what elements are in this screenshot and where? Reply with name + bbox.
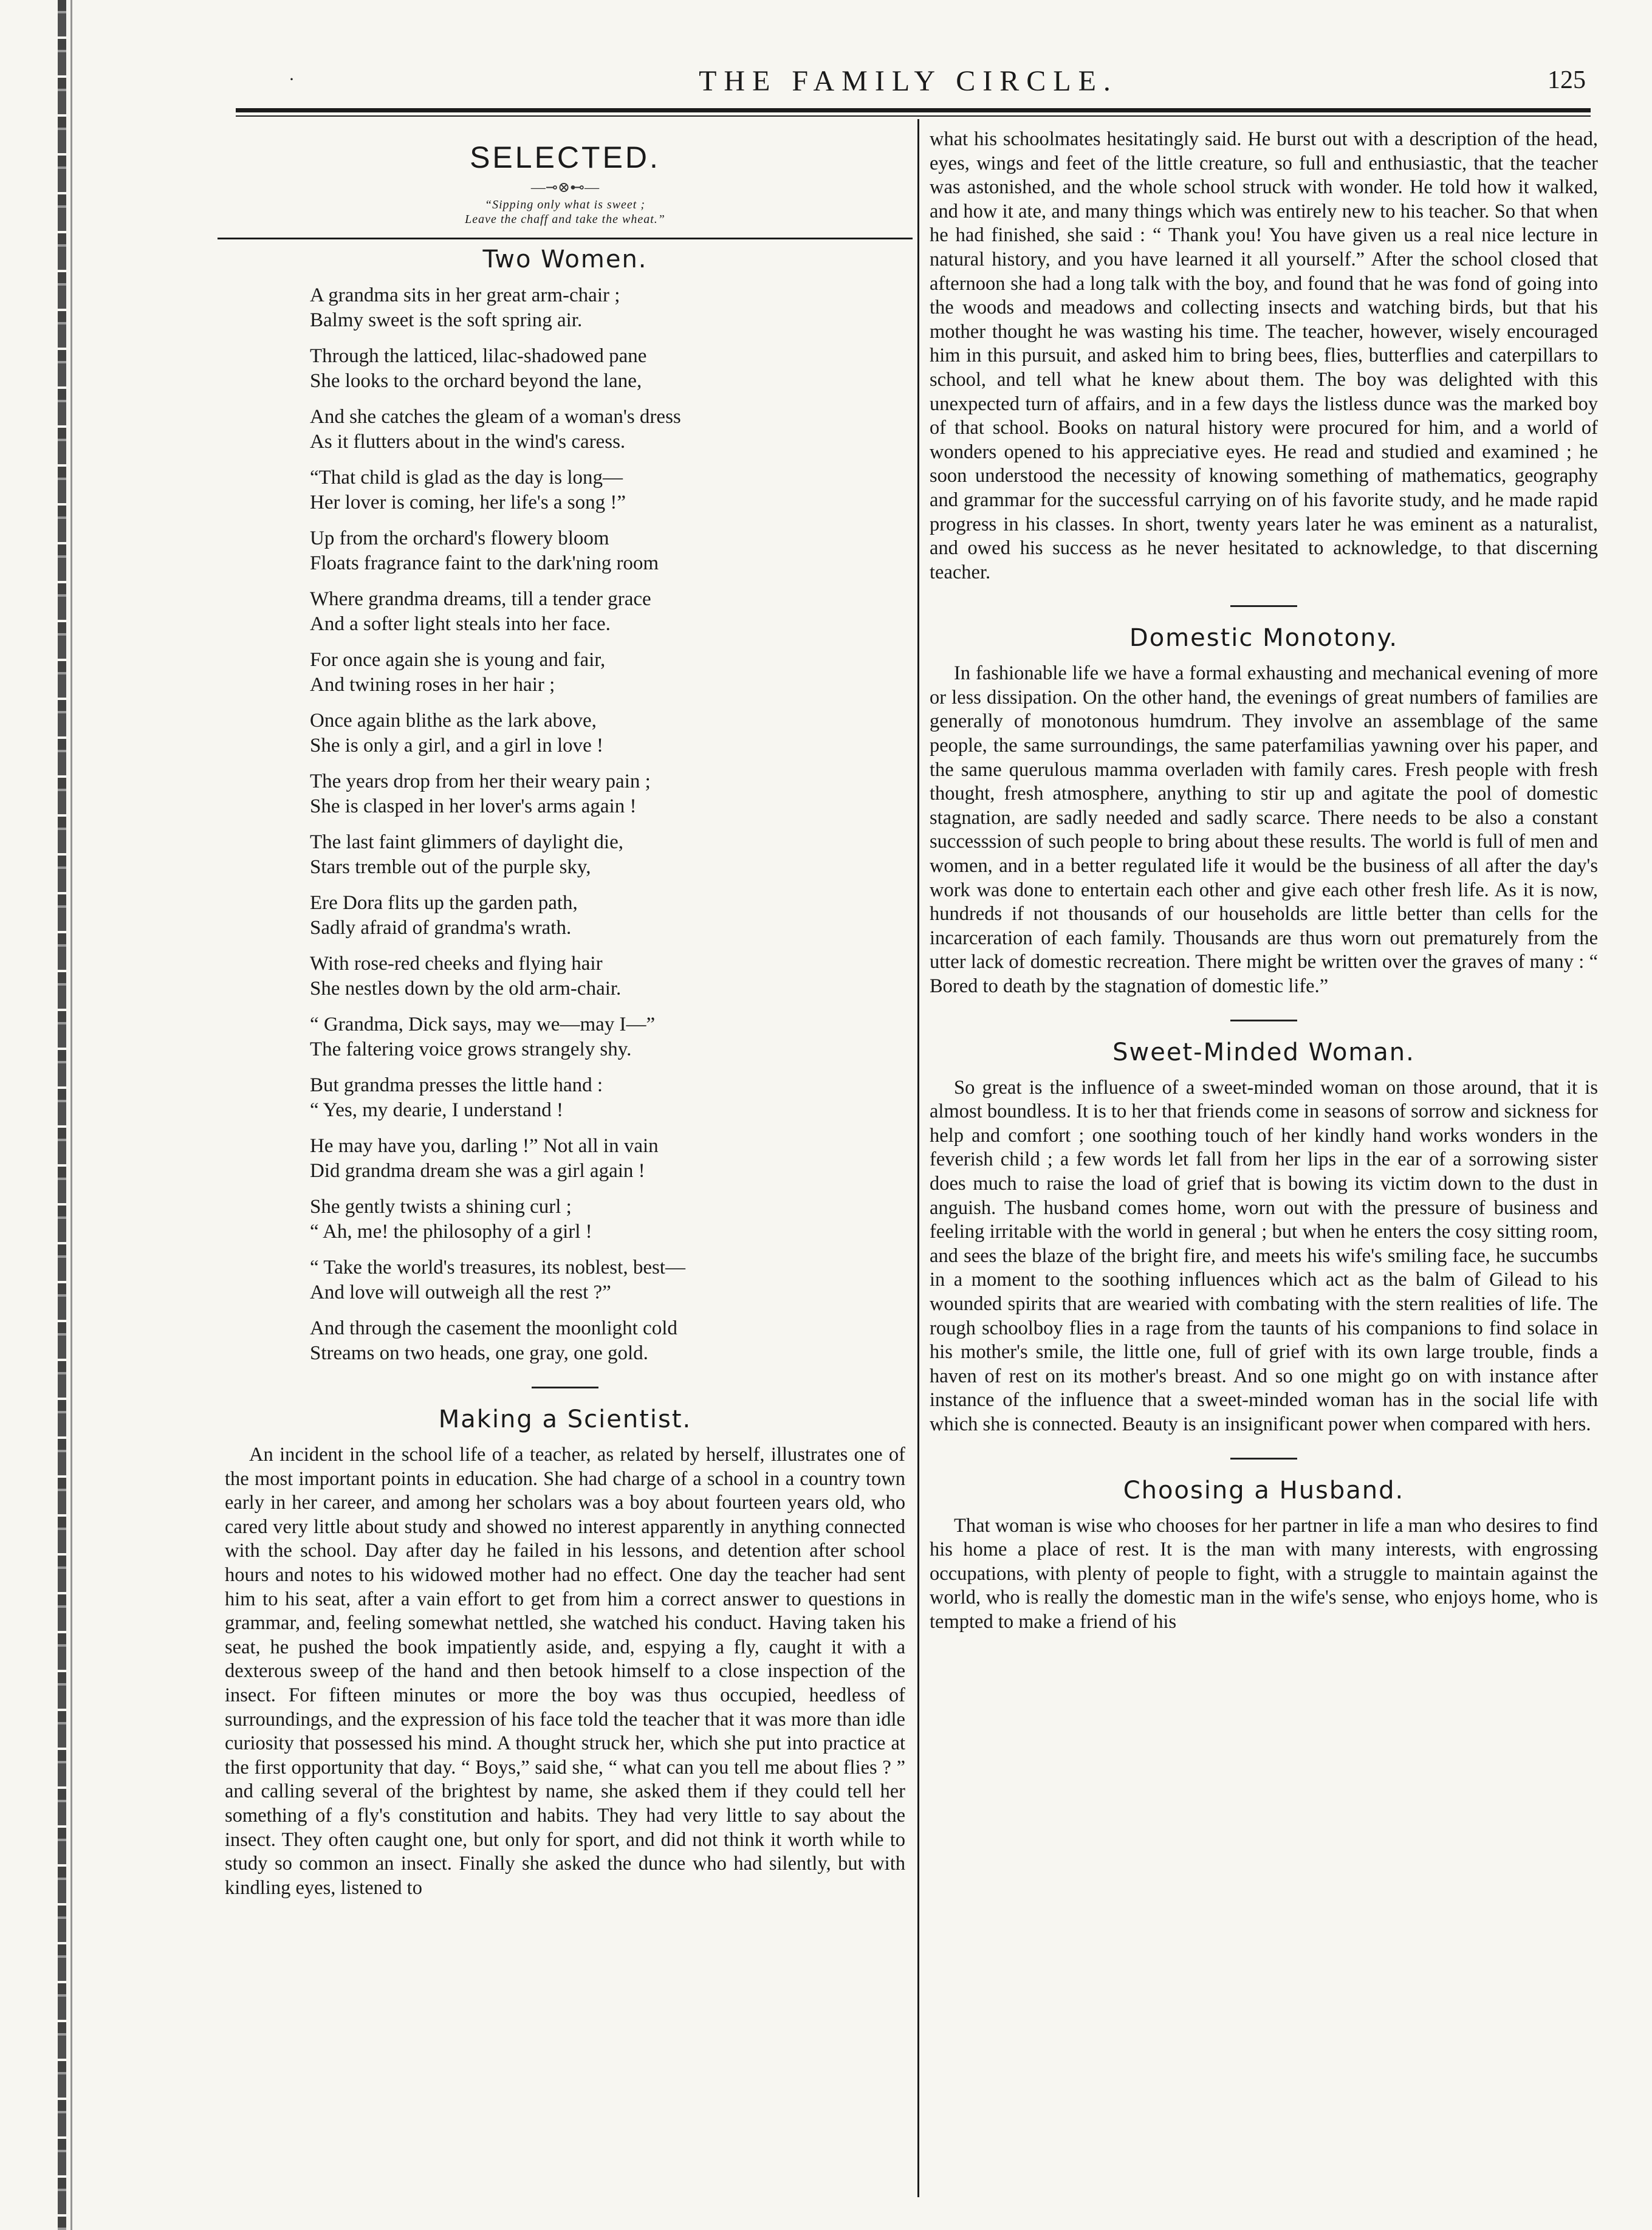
right-column [930, 128, 1598, 1634]
page-binding-line [70, 0, 72, 2230]
poem-line: For once again she is young and fair, [310, 649, 606, 671]
poem-line: She nestles down by the old arm-chair. [310, 978, 622, 1000]
poem-stanza [310, 465, 905, 515]
poem-line: A grandma sits in her great arm-chair ; [310, 284, 620, 306]
poem-stanza [310, 344, 905, 394]
header-rule-thin [236, 115, 1591, 117]
poem-line: Her lover is coming, her life's a song !” [310, 492, 626, 513]
article-title-scientist: Making a Scientist. [438, 1405, 692, 1433]
poem-stanza [310, 1255, 905, 1305]
poem-stanza [310, 1073, 905, 1123]
poem-line: She looks to the orchard beyond the lane, [310, 370, 642, 392]
article-body-sweet-minded: So great is the influence of a sweet-minded woman on those around, that it is almost boundless. It is to her that friends come in seasons of sorrow and sickness for help and comfort ; one soothing touch of her kindly hand works wonders in the feverish child ; a few words let fall from her lips in the ear of a sorrowing sister does much to raise the load of grief that is bowing its victim down to the dust in anguish. The husband comes home, worn out with the pressure of business and feeling irritable with the world in general ; but when he enters the cosy sitting room, and sees the blaze of the bright fire, and meets his wife's smiling face, he succumbs in a moment to the soothing influences which act as the balm of Gilead to his wounded spirits that are wearied with combating with the stern realities of life. The rough schoolboy flies in a rage from the taunts of his companions to find solace in his mother's smile, the little one, full of grief with its own large trouble, finds a haven of rest on its mother's breast. And so one might go on with instance after instance of the influence that a sweet-minded woman has in the social life with which she is connected. Beauty is an insignificant power when compared with hers. [930, 1076, 1598, 1435]
poem-title: Two Women. [482, 245, 648, 273]
poem-stanza [310, 526, 905, 576]
poem-line: Once again blithe as the lark above, [310, 710, 597, 732]
article-body-husband: That woman is wise who chooses for her partner in life a man who desires to find his home a place of rest. It is the man with many interests, with engrossing occupations, with plenty of people to fight, with a struggle to maintain against the world, who is really the domestic man in the wife's sense, who enjoys home, who is tempted to make a friend of his [930, 1514, 1598, 1633]
poem-line: Sadly afraid of grandma's wrath. [310, 917, 572, 939]
poem-body [310, 283, 905, 1366]
poem-line: She gently twists a shining curl ; [310, 1196, 572, 1218]
header-dot: · [289, 69, 295, 89]
poem-line: “ Yes, my dearie, I understand ! [310, 1099, 563, 1121]
poem-line: Balmy sweet is the soft spring air. [310, 309, 583, 331]
poem-line: Did grandma dream she was a girl again ! [310, 1160, 645, 1182]
poem-line: The faltering voice grows strangely shy. [310, 1038, 632, 1060]
left-column [225, 128, 905, 1900]
poem-stanza [310, 405, 905, 455]
motto [225, 197, 905, 227]
poem-line: Streams on two heads, one gray, one gold. [310, 1342, 648, 1364]
short-divider [1230, 1020, 1297, 1021]
poem-stanza [310, 1316, 905, 1366]
short-divider [532, 1387, 598, 1388]
poem-stanza [310, 830, 905, 880]
selected-heading: SELECTED. [470, 140, 660, 174]
poem-line: She is only a girl, and a girl in love ! [310, 735, 603, 756]
article-title-sweet-minded: Sweet-Minded Woman. [1112, 1038, 1415, 1066]
poem-line: “ Take the world's treasures, its noblest, best— [310, 1257, 685, 1278]
poem-stanza [310, 1134, 905, 1184]
magazine-title: THE FAMILY CIRCLE. [699, 65, 1118, 97]
poem-stanza [310, 708, 905, 758]
poem-line: And a softer light steals into her face. [310, 613, 611, 635]
poem-line: And love will outweigh all the rest ?” [310, 1281, 611, 1303]
header-rule-thick [236, 108, 1591, 112]
poem-line: And through the casement the moonlight cold [310, 1317, 677, 1339]
poem-line: Up from the orchard's flowery bloom [310, 527, 609, 549]
poem-line: Stars tremble out of the purple sky, [310, 856, 591, 878]
page-number: 125 [1547, 66, 1586, 94]
poem-line: Through the latticed, lilac-shadowed pane [310, 345, 647, 367]
poem-stanza [310, 648, 905, 698]
poem-stanza [310, 587, 905, 637]
poem-line: “ Ah, me! the philosophy of a girl ! [310, 1221, 592, 1243]
poem-line: “That child is glad as the day is long— [310, 467, 623, 489]
poem-line: As it flutters about in the wind's caress. [310, 431, 626, 453]
poem-stanza [310, 283, 905, 333]
article-title-husband: Choosing a Husband. [1123, 1476, 1405, 1504]
poem-line: “ Grandma, Dick says, may we—may I—” [310, 1014, 656, 1035]
poem-line: He may have you, darling !” Not all in vain [310, 1135, 659, 1157]
poem-line: Ere Dora flits up the garden path, [310, 892, 578, 914]
poem-stanza [310, 1195, 905, 1244]
motto-line-1: “Sipping only what is sweet ; [485, 198, 645, 211]
poem-line: And she catches the gleam of a woman's dress [310, 406, 681, 428]
article-body-monotony: In fashionable life we have a formal exhausting and mechanical evening of more or less dissipation. On the other hand, the evenings of great numbers of families are generally of monotonous humdrum. They involve an assemblage of the same people, the same surroundings, the same paterfamilias yawning over his paper, and the same querulous mamma overladen with family cares. Fresh people with fresh thought, fresh atmosphere, anything to stir up and agitate the pool of domestic stagnation, are sadly needed and sadly scarce. There needs to be also a constant successsion of such people to bring about these results. The world is full of men and women, and in a better regulated life it would be the business of all after the day's work was done to entertain each other and give each other fresh life. As it is now, hundreds if not thousands of our households are little better than cells for the incarceration of each family. Thousands are thus worn out prematurely from the utter lack of domestic recreation. There might be written over the graves of many : “ Bored to death by the stagnation of domestic life.” [930, 662, 1598, 997]
short-divider [1230, 1458, 1297, 1460]
poem-line: Floats fragrance faint to the dark'ning room [310, 552, 659, 574]
poem-line: The years drop from her their weary pain ; [310, 770, 651, 792]
poem-line: Where grandma dreams, till a tender grace [310, 588, 651, 610]
motto-line-2: Leave the chaff and take the wheat.” [465, 213, 665, 226]
poem-line: The last faint glimmers of daylight die, [310, 831, 623, 853]
page-binding-edge [58, 0, 66, 2230]
page-header [231, 64, 1586, 113]
poem-line: But grandma presses the little hand : [310, 1074, 603, 1096]
poem-line: She is clasped in her lover's arms again ! [310, 795, 637, 817]
article-body-scientist: An incident in the school life of a teacher, as related by herself, illustrates one of the most important points in education. She had charge of a school in a country town early in her career, and among her scholars was a boy about fourteen years old, who cared very little about study and showed no interest apparently in anything connected with the school. Day after day he failed in his lessons, and detention after school hours and notes to his widowed mother had no effect. One day the teacher had sent him to his seat, after a vain effort to get from him a correct answer to questions in grammar, and, feeling somewhat nettled, she watched his conduct. Having taken his seat, he pushed the book impatiently aside, and, espying a fly, caught it with a dexterous sweep of the hand and then betook himself to a close inspection of the insect. For fifteen minutes or more the boy was thus occupied, heedless of surroundings, and the expression of his face told the teacher that it was more than idle curiosity that possessed his mind. A thought struck her, which she put into practice at the first opportunity that day. “ Boys,” said she, “ what can you tell me about flies ? ” and calling several of the brightest by name, she asked them if they could tell her something of a fly's constitution and habits. They had very little to say about the insect. They often caught one, but only for sport, and did not think it worth while to study so common an insect. Finally she asked the dunce who had silently, but with kindling eyes, listened to [225, 1444, 905, 1899]
article-body-scientist-continued: what his schoolmates hesitatingly said. He burst out with a description of the head, eyes, wings and feet of the little creature, so full and enthusiastic, that the teacher was astonished, and the whole school struck with wonder. He told how it walked, and how it ate, and many things which was entirely new to his teacher. So that when he had finished, she said : “ Thank you! You have given us a real nice lecture in natural history, and you have learned it all yourself.” After the school closed that afternoon she had a long talk with the boy, and found that he was fond of going into the woods and meadows and collecting insects and watching birds, but that his mother thought he was wasting his time. The teacher, however, wisely encouraged him in this pursuit, and asked him to bring bees, flies, butterflies and caterpillars to school, and tell what he knew about them. The boy was delighted with this unexpected turn of affairs, and in a few days the listless dunce was the marked boy of that school. Books on natural history were procured for him, and a world of wonders opened to his appreciative eyes. He read and studied and examined ; he soon understood the necessity of knowing something of mathematics, geography and grammar for the successful carrying on of his favorite study, and he made rapid progress in his classes. In short, twenty years later he was eminent as a naturalist, and owed his success as he never hesitated to acknowledge, to that discerning teacher. [930, 128, 1598, 583]
poem-line: With rose-red cheeks and flying hair [310, 953, 603, 975]
short-divider [1230, 605, 1297, 607]
article-title-monotony: Domestic Monotony. [1129, 624, 1399, 653]
section-rule [218, 238, 913, 239]
poem-stanza [310, 769, 905, 819]
column-divider [917, 119, 919, 2197]
ornament-divider: —⊸⊗⊷— [530, 180, 600, 196]
poem-line: And twining roses in her hair ; [310, 674, 555, 696]
poem-stanza [310, 952, 905, 1001]
poem-stanza [310, 1012, 905, 1062]
poem-stanza [310, 891, 905, 941]
